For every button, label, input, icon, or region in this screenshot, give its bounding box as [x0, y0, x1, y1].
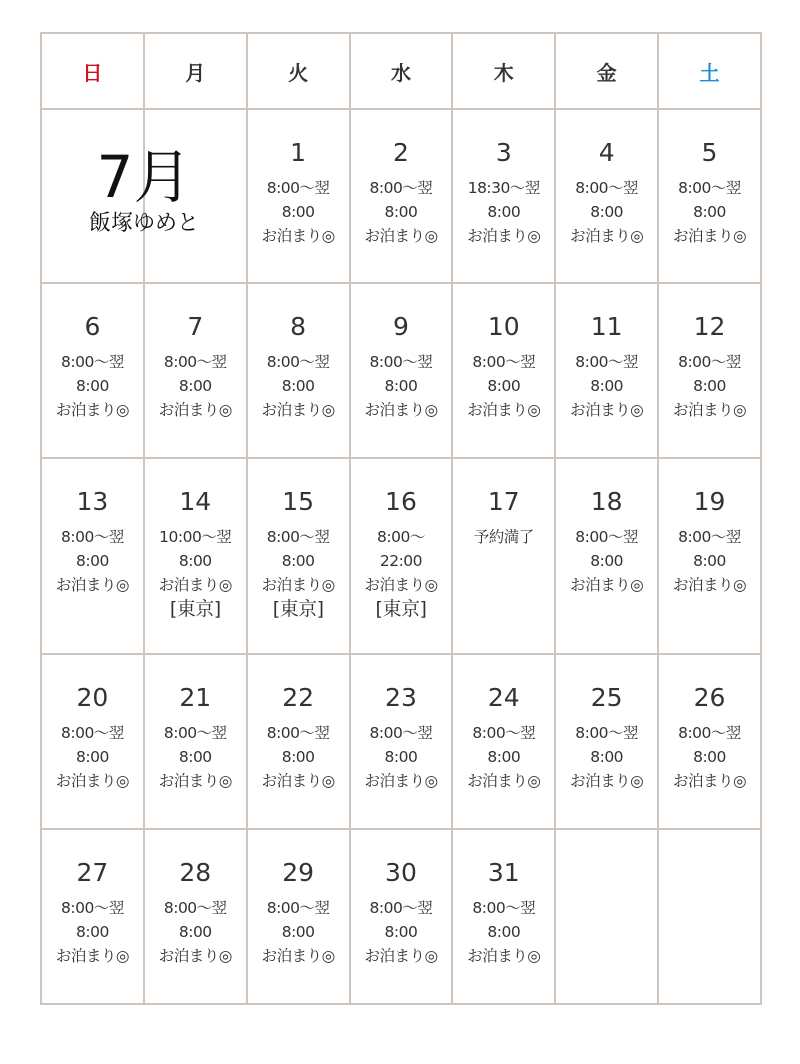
day-number: 4 — [598, 138, 615, 167]
day-number: 10 — [487, 312, 520, 341]
day-schedule: 8:00〜翌 8:00 お泊まり◎ — [570, 353, 644, 419]
location-tag: [東京] — [272, 598, 324, 620]
day-cell-1[interactable] — [247, 109, 350, 283]
day-schedule — [453, 525, 554, 549]
day-cell-20[interactable] — [41, 654, 144, 829]
day-cell-17[interactable] — [452, 458, 555, 654]
day-schedule: 8:00〜翌 8:00 お泊まり◎ — [364, 899, 438, 965]
weekday-sunday: 日 — [41, 33, 144, 109]
week-row — [41, 654, 761, 829]
day-cell-29[interactable] — [247, 829, 350, 1004]
weekday-saturday: 土 — [658, 33, 761, 109]
day-cell-27[interactable] — [41, 829, 144, 1004]
month-title: 7月 — [96, 143, 192, 211]
day-cell-23[interactable] — [350, 654, 453, 829]
day-number: 18 — [590, 487, 623, 516]
empty-day-cell — [555, 829, 658, 1004]
day-cell-18[interactable] — [555, 458, 658, 654]
day-cell-9[interactable] — [350, 283, 453, 458]
day-cell-6[interactable] — [41, 283, 144, 458]
day-schedule: 8:00〜翌 8:00 お泊まり◎ — [364, 179, 438, 245]
week-row — [41, 458, 761, 654]
day-number: 25 — [590, 683, 623, 712]
day-schedule: 8:00〜翌 8:00 お泊まり◎ — [55, 353, 129, 419]
day-number: 5 — [701, 138, 718, 167]
day-number: 31 — [487, 858, 520, 887]
day-schedule: 10:00〜翌 8:00 お泊まり◎ [東京] — [145, 525, 246, 622]
weekday-friday: 金 — [555, 33, 658, 109]
day-schedule: 8:00〜翌 8:00 お泊まり◎ — [672, 724, 746, 790]
day-number: 20 — [76, 683, 109, 712]
day-number: 26 — [693, 683, 726, 712]
day-schedule: 8:00〜翌 8:00 お泊まり◎ — [570, 724, 644, 790]
day-cell-14[interactable] — [144, 458, 247, 654]
day-number: 12 — [693, 312, 726, 341]
day-number: 6 — [84, 312, 101, 341]
day-schedule: 8:00〜翌 8:00 お泊まり◎ — [158, 899, 232, 965]
location-tag: [東京] — [169, 598, 221, 620]
day-cell-24[interactable] — [452, 654, 555, 829]
day-cell-11[interactable] — [555, 283, 658, 458]
day-number: 22 — [282, 683, 315, 712]
day-number: 24 — [487, 683, 520, 712]
day-schedule: 8:00〜翌 8:00 お泊まり◎ [東京] — [248, 525, 349, 622]
weekday-wednesday: 水 — [350, 33, 453, 109]
day-cell-8[interactable] — [247, 283, 350, 458]
day-number: 14 — [179, 487, 212, 516]
day-cell-25[interactable] — [555, 654, 658, 829]
week-row — [41, 829, 761, 1004]
day-number: 3 — [495, 138, 512, 167]
day-schedule: 18:30〜翌 8:00 お泊まり◎ — [467, 179, 541, 245]
day-schedule: 8:00〜翌 8:00 お泊まり◎ — [467, 899, 541, 965]
day-schedule: 8:00〜翌 8:00 お泊まり◎ — [261, 899, 335, 965]
day-number: 19 — [693, 487, 726, 516]
day-number: 23 — [385, 683, 417, 712]
day-schedule: 8:00〜翌 8:00 お泊まり◎ — [672, 179, 746, 245]
day-schedule: 8:00〜翌 8:00 お泊まり◎ — [261, 724, 335, 790]
day-schedule: 8:00〜翌 8:00 お泊まり◎ — [570, 528, 644, 594]
day-cell-26[interactable] — [658, 654, 761, 829]
day-number: 11 — [590, 312, 623, 341]
day-cell-15[interactable] — [247, 458, 350, 654]
day-number: 29 — [282, 858, 315, 887]
day-number: 2 — [393, 138, 409, 167]
weekday-thursday: 木 — [452, 33, 555, 109]
day-cell-10[interactable] — [452, 283, 555, 458]
day-schedule: 8:00〜 22:00 お泊まり◎ [東京] — [351, 525, 452, 622]
day-cell-3[interactable] — [452, 109, 555, 283]
day-cell-22[interactable] — [247, 654, 350, 829]
day-schedule: 8:00〜翌 8:00 お泊まり◎ — [467, 724, 541, 790]
day-number: 16 — [385, 487, 417, 516]
day-number: 17 — [487, 487, 520, 516]
empty-day-cell — [658, 829, 761, 1004]
weekday-monday: 月 — [144, 33, 247, 109]
day-schedule: 8:00〜翌 8:00 お泊まり◎ — [672, 528, 746, 594]
day-number: 15 — [282, 487, 315, 516]
day-schedule: 8:00〜翌 8:00 お泊まり◎ — [672, 353, 746, 419]
day-schedule: 8:00〜翌 8:00 お泊まり◎ — [364, 724, 438, 790]
day-cell-19[interactable] — [658, 458, 761, 654]
day-schedule: 8:00〜翌 8:00 お泊まり◎ — [158, 353, 232, 419]
day-number: 7 — [187, 312, 204, 341]
fully-booked-label: 予約満了 — [473, 528, 534, 546]
location-tag: [東京] — [375, 598, 427, 620]
day-number: 27 — [76, 858, 109, 887]
day-schedule: 8:00〜翌 8:00 お泊まり◎ — [570, 179, 644, 245]
day-number: 8 — [290, 312, 307, 341]
day-number: 13 — [76, 487, 109, 516]
day-cell-30[interactable] — [350, 829, 453, 1004]
day-schedule: 8:00〜翌 8:00 お泊まり◎ — [467, 353, 541, 419]
day-schedule: 8:00〜翌 8:00 お泊まり◎ — [158, 724, 232, 790]
day-number: 30 — [385, 858, 417, 887]
day-schedule: 8:00〜翌 8:00 お泊まり◎ — [55, 899, 129, 965]
day-number: 9 — [393, 312, 409, 341]
day-cell-2[interactable] — [350, 109, 453, 283]
day-cell-21[interactable] — [144, 654, 247, 829]
day-number: 28 — [179, 858, 212, 887]
day-cell-31[interactable] — [452, 829, 555, 1004]
day-cell-28[interactable] — [144, 829, 247, 1004]
day-schedule: 8:00〜翌 8:00 お泊まり◎ — [55, 528, 129, 594]
day-schedule: 8:00〜翌 8:00 お泊まり◎ — [55, 724, 129, 790]
week-row — [41, 283, 761, 458]
day-cell-5[interactable] — [658, 109, 761, 283]
day-schedule: 8:00〜翌 8:00 お泊まり◎ — [364, 353, 438, 419]
day-schedule: 8:00〜翌 8:00 お泊まり◎ — [261, 353, 335, 419]
day-cell-13[interactable] — [41, 458, 144, 654]
day-cell-7[interactable] — [144, 283, 247, 458]
week-row — [41, 109, 761, 283]
day-cell-16[interactable] — [350, 458, 453, 654]
month-title-cell — [41, 109, 199, 283]
day-number: 1 — [290, 138, 307, 167]
day-schedule: 8:00〜翌 8:00 お泊まり◎ — [261, 179, 335, 245]
weekday-header-row — [41, 33, 761, 109]
day-cell-4[interactable] — [555, 109, 658, 283]
venue-name: 飯塚ゆめと — [88, 211, 199, 236]
day-cell-12[interactable] — [658, 283, 761, 458]
calendar-table — [40, 32, 762, 1005]
day-number: 21 — [179, 683, 212, 712]
weekday-tuesday: 火 — [247, 33, 350, 109]
